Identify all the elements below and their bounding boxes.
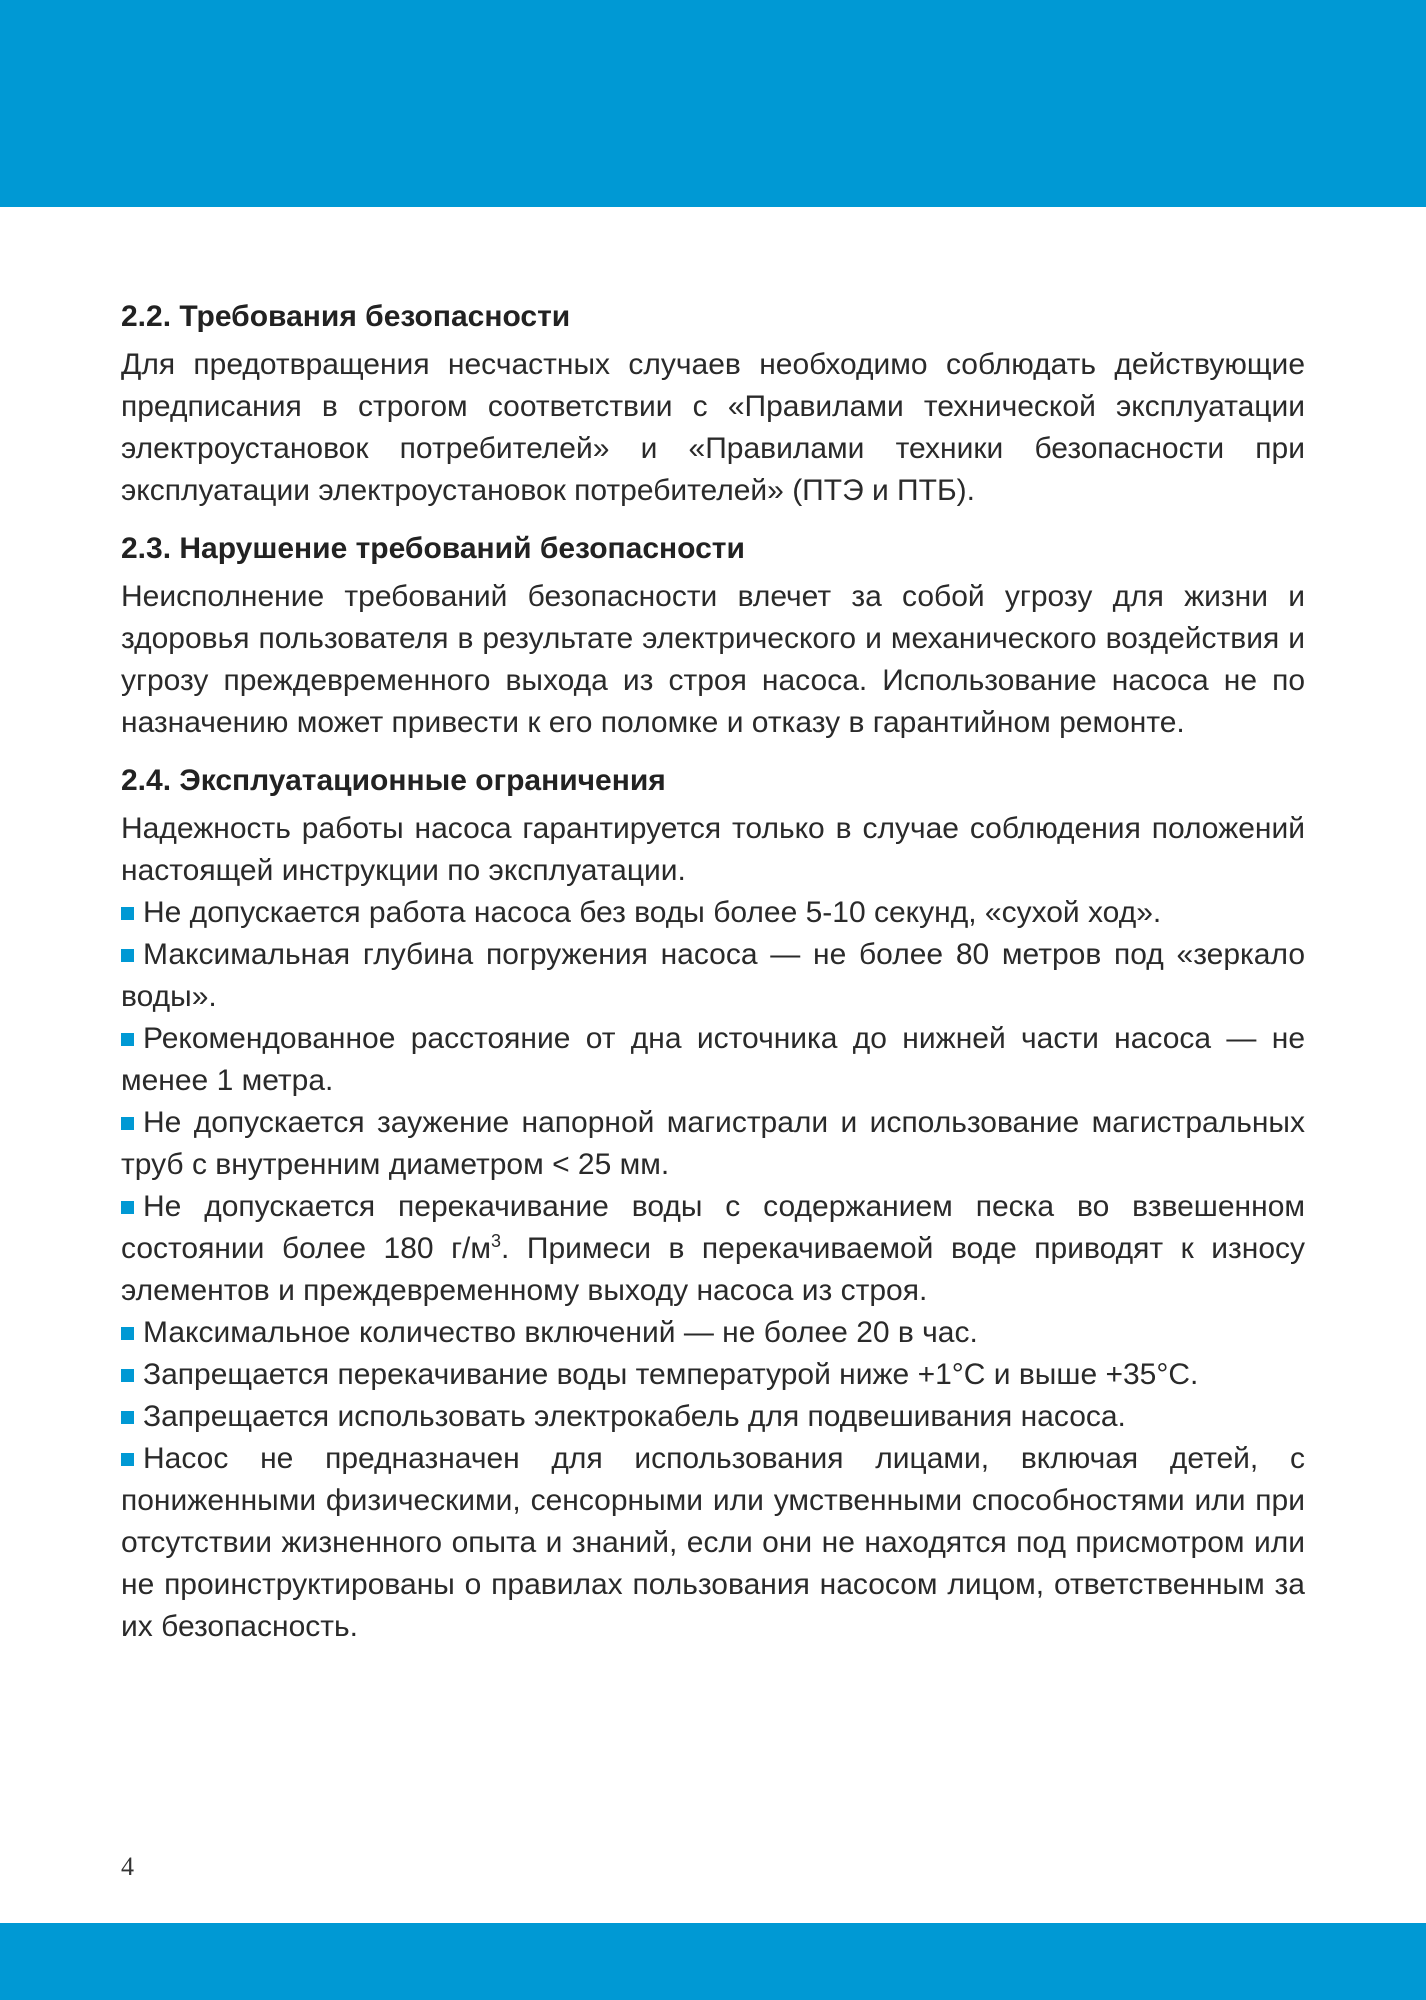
bullet-text: Максимальная глубина погружения насоса — не более 80 метров под «зеркало воды». (121, 938, 1305, 1013)
bullet-square-icon (121, 907, 134, 920)
header-band (0, 0, 1426, 207)
section-title: 2.4. Эксплуатационные ограничения (121, 764, 666, 797)
section-text: Неисполнение требований безопасности влечет за собой угрозу для жизни и здоровья пользователя в результате электрического и механического воздействия и угрозу преждевременного выхода из строя насоса. Использование насоса не по назначению может привести к его поломке и отказу в гарантийном ремонте. (121, 580, 1305, 739)
bullet-item (121, 934, 1305, 1018)
bullet-square-icon (121, 1453, 134, 1466)
bullet-text: . Примеси в перекачиваемой воде приводят к износу элементов и преждевременному выходу насоса из строя. (121, 1232, 1305, 1307)
bullet-text: Не допускается работа насоса без воды более 5-10 секунд, «сухой ход». (143, 896, 1162, 929)
bullet-item (121, 1438, 1305, 1648)
bullet-square-icon (121, 1117, 134, 1130)
bullet-square-icon (121, 1033, 134, 1046)
bullet-square-icon (121, 1201, 134, 1214)
bullet-square-icon (121, 1369, 134, 1382)
bullet-item (121, 1396, 1305, 1438)
section-title: 2.3. Нарушение требований безопасности (121, 532, 745, 565)
bullet-text: Максимальное количество включений — не более 20 в час. (143, 1316, 978, 1349)
bullet-square-icon (121, 1411, 134, 1424)
bullet-item (121, 1312, 1305, 1354)
bullet-text: Не допускается перекачивание воды с содержанием песка во взвешенном состоянии более 180 г/м (121, 1190, 1305, 1265)
section-text: Для предотвращения несчастных случаев необходимо соблюдать действующие предписания в строгом соответствии с «Правилами технической эксплуатации электроустановок потребителей» и «Правилами техники безопасности при эксплуатации электроустановок потребителей» (ПТЭ и ПТБ). (121, 348, 1305, 507)
document-body (121, 290, 1305, 1648)
bullet-text: Рекомендованное расстояние от дна источника до нижней части насоса — не менее 1 метра. (121, 1022, 1305, 1097)
bullet-square-icon (121, 949, 134, 962)
bullet-text: Запрещается перекачивание воды температурой ниже +1°С и выше +35°С. (143, 1358, 1199, 1391)
bullet-item (121, 1102, 1305, 1186)
bullet-text: Не допускается заужение напорной магистрали и использование магистральных труб с внутренним диаметром < 25 мм. (121, 1106, 1305, 1181)
page-number: 4 (121, 1852, 134, 1881)
superscript: 3 (491, 1231, 502, 1251)
bullet-item (121, 1018, 1305, 1102)
bullet-item (121, 1186, 1305, 1312)
bullet-text: Запрещается использовать электрокабель для подвешивания насоса. (143, 1400, 1126, 1433)
section-title: 2.2. Требования безопасности (121, 300, 571, 333)
bullet-text: Насос не предназначен для использования лицами, включая детей, с пониженными физическими, сенсорными или умственными способностями или при отсутствии жизненного опыта и знаний, если они не находятся под присмотром или не проинструктированы о правилах пользования насосом лицом, ответственным за их безопасность. (121, 1442, 1305, 1643)
bullet-item (121, 892, 1305, 934)
bullet-square-icon (121, 1327, 134, 1340)
bullet-item (121, 1354, 1305, 1396)
footer-band (0, 1923, 1426, 2000)
section-text: Надежность работы насоса гарантируется только в случае соблюдения положений настоящей инструкции по эксплуатации. (121, 812, 1305, 887)
